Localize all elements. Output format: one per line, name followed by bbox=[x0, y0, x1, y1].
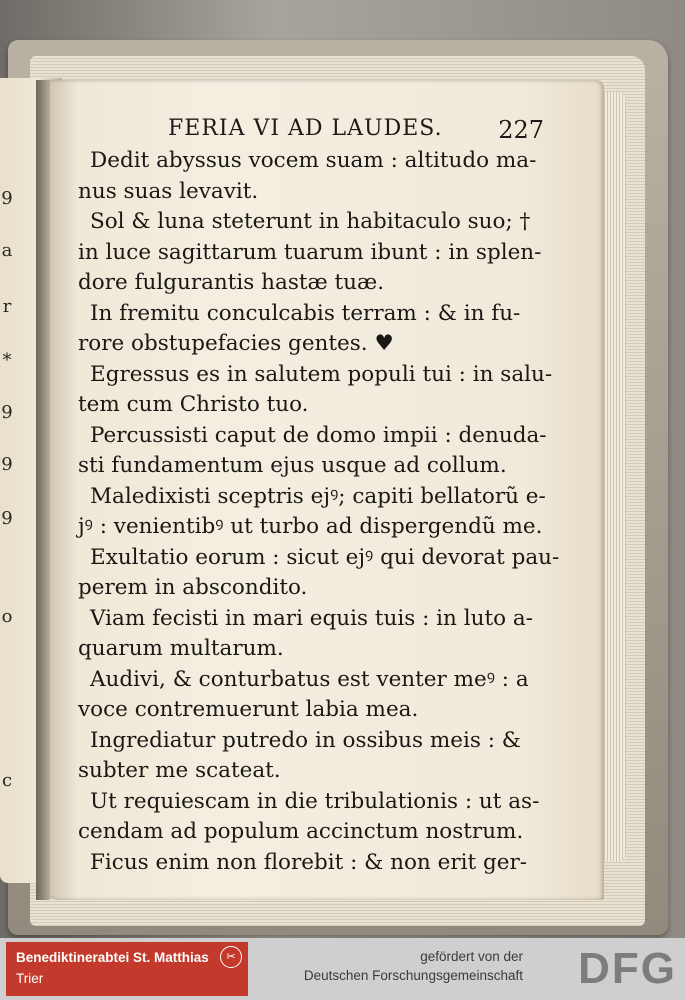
book-gutter bbox=[36, 80, 50, 900]
text-line: Audivi, & conturbatus est venter meꝰ : a bbox=[90, 666, 529, 692]
institution-box[interactable] bbox=[6, 942, 248, 996]
institution-name: Benediktinerabtei St. Matthias bbox=[16, 950, 209, 965]
text-line: dore fulgurantis hastæ tuæ. bbox=[78, 270, 385, 295]
dfg-logo[interactable]: DFG bbox=[578, 944, 677, 993]
psalm-text bbox=[78, 146, 560, 878]
text-line: quarum multarum. bbox=[78, 636, 284, 661]
text-line: tem cum Christo tuo. bbox=[78, 392, 309, 417]
left-margin-glyph: r bbox=[2, 296, 12, 317]
text-line: perem in abscondito. bbox=[78, 575, 308, 600]
text-line: Sol & luna steterunt in habitaculo suo; † bbox=[90, 209, 531, 234]
text-line: rore obstupefacies gentes. ♥ bbox=[78, 331, 394, 356]
left-margin-glyph: o bbox=[1, 606, 13, 627]
page-number: 227 bbox=[498, 116, 544, 144]
institution-city: Trier bbox=[16, 971, 44, 986]
text-line: Ut requiescam in die tribulationis : ut as- bbox=[90, 788, 540, 814]
text-line: Ingrediatur putredo in ossibus meis : & bbox=[90, 727, 521, 753]
institution-logo-icon: ✂ bbox=[220, 946, 242, 968]
page-header bbox=[168, 116, 544, 148]
text-line: In fremitu conculcabis terram : & in fu- bbox=[90, 300, 521, 326]
left-margin-glyph: 9 bbox=[1, 454, 13, 475]
left-margin-glyph: 9 bbox=[1, 188, 13, 209]
text-line: Ficus enim non florebit : & non erit ger- bbox=[90, 849, 527, 875]
left-margin-glyph: 9 bbox=[1, 508, 13, 529]
text-line: subter me scateat. bbox=[78, 758, 281, 783]
funding-line-1: gefördert von der bbox=[420, 949, 523, 964]
running-title: FERIA VI AD LAUDES. bbox=[168, 116, 443, 141]
text-line: jꝰ : venientibꝰ ut turbo ad dispergendũ me. bbox=[78, 514, 543, 539]
text-line: cendam ad populum accinctum nostrum. bbox=[78, 819, 524, 844]
text-line: Viam fecisti in mari equis tuis : in luto a- bbox=[90, 605, 533, 631]
text-line: sti fundamentum ejus usque ad collum. bbox=[78, 453, 507, 478]
footer-banner bbox=[0, 938, 685, 1000]
funding-line-2: Deutschen Forschungsgemeinschaft bbox=[303, 968, 523, 983]
text-line: nus suas levavit. bbox=[78, 178, 259, 204]
left-margin-glyph: * bbox=[2, 350, 12, 371]
text-line: Exultatio eorum : sicut ejꝰ qui devorat pau- bbox=[90, 544, 560, 570]
text-line: in luce sagittarum tuarum ibunt : in splen- bbox=[78, 239, 542, 265]
left-margin-glyph: c bbox=[1, 770, 13, 791]
text-line: Dedit abyssus vocem suam : altitudo ma- bbox=[90, 148, 537, 173]
text-line: Percussisti caput de domo impii : denuda- bbox=[90, 422, 547, 448]
left-margin-glyph: a bbox=[1, 240, 13, 261]
funding-text bbox=[304, 947, 523, 985]
text-line: Egressus es in salutem populi tui : in salu- bbox=[90, 361, 553, 387]
text-line: Maledixisti sceptris ejꝰ; capiti bellatorũ e- bbox=[90, 483, 546, 509]
text-line: voce contremuerunt labia mea. bbox=[78, 697, 419, 722]
left-margin-glyph: 9 bbox=[1, 402, 13, 423]
